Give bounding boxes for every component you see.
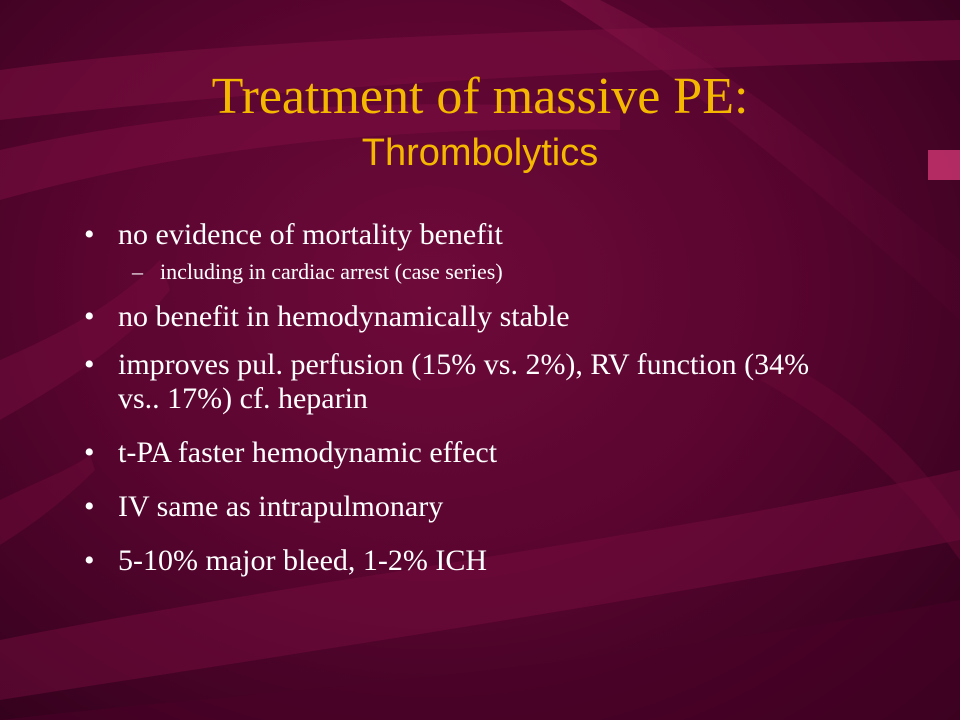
bullet-item: • 5-10% major bleed, 1-2% ICH [84,544,844,578]
title-line-main: Treatment of massive PE: [211,68,749,125]
bullet-item: • no benefit in hemodynamically stable [84,300,844,334]
bullet-item: • improves pul. perfusion (15% vs. 2%), RV function (34% vs.. 17%) cf. heparin [84,348,844,416]
bullet-item: • t-PA faster hemodynamic effect [84,436,844,470]
bullet-item: • IV same as intrapulmonary [84,490,844,524]
title-line-sub: Thrombolytics [361,132,599,174]
sub-bullet-item: – including in cardiac arrest (case series) [84,258,844,286]
bullet-list [84,218,844,578]
bullet-item: • no evidence of mortality benefit [84,218,844,252]
slide-title [0,66,960,178]
